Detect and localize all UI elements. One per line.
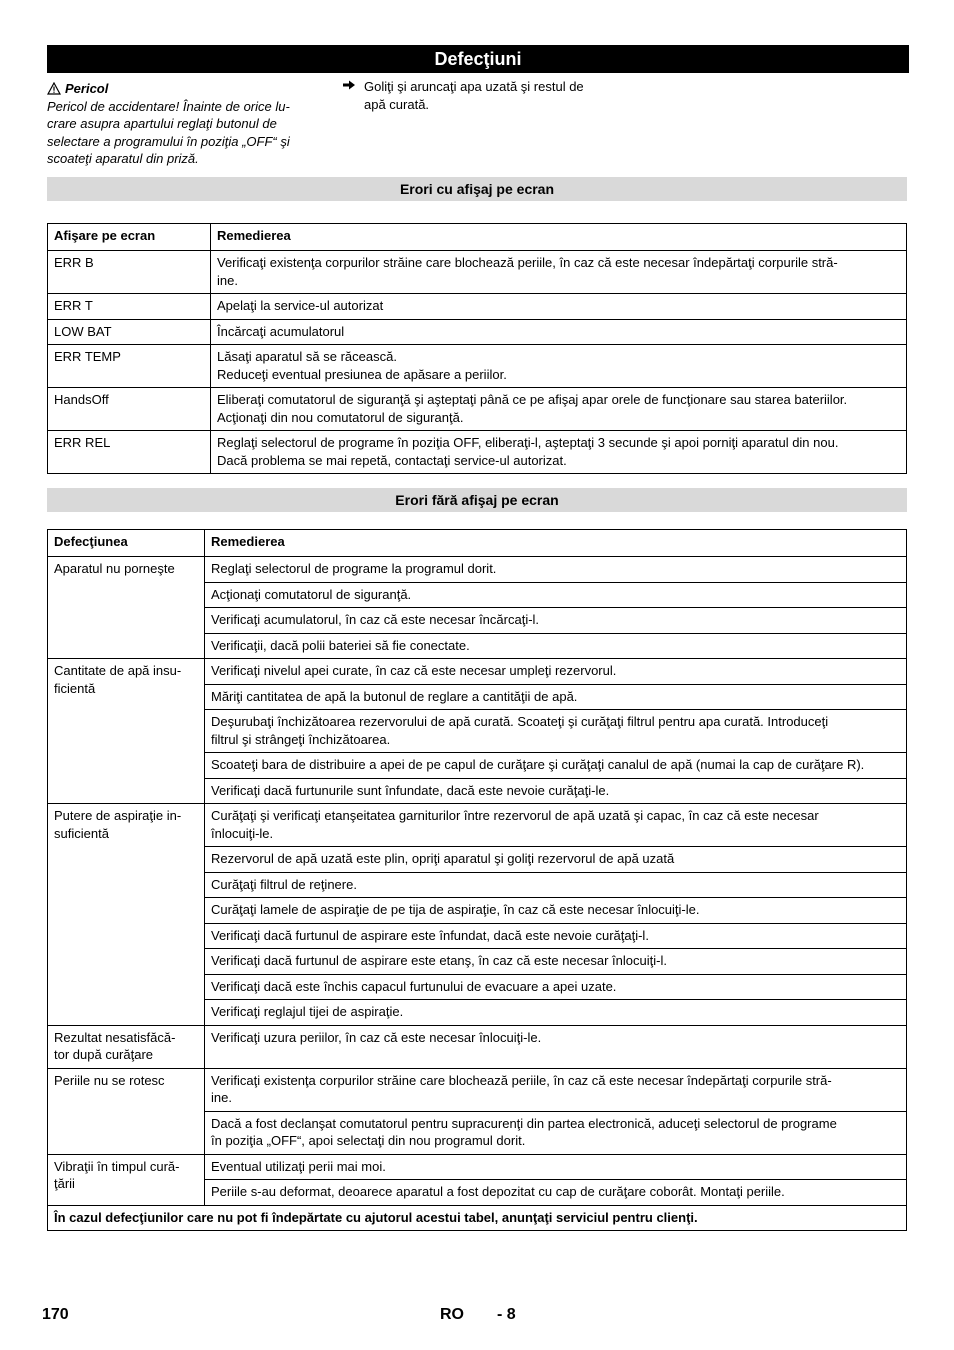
fault-line: tor după curăţare xyxy=(54,1047,154,1062)
remedy-cell xyxy=(211,345,907,388)
remedy-cell xyxy=(205,608,907,634)
remedy-cell xyxy=(205,923,907,949)
remedy-line: Măriţi cantitatea de apă la butonul de reglare a cantităţii de apă. xyxy=(211,688,578,704)
warning-title: Pericol xyxy=(65,81,109,96)
warning-triangle-icon xyxy=(47,82,61,95)
remedy-line: Curăţaţi şi verificaţi etanşeitatea garniturilor între rezervorul de apă uzată şi capac, în caz că este necesar xyxy=(211,808,819,823)
remedy-line: ine. xyxy=(211,1090,232,1105)
remedy-line: Încărcaţi acumulatorul xyxy=(217,323,345,339)
fault-line: Aparatul nu porneşte xyxy=(54,561,175,576)
remedy-line: Verificaţi acumulatorul, în caz că este necesar încărcaţi-l. xyxy=(211,612,540,627)
table-row xyxy=(48,1154,907,1180)
action-text-line: apă curată. xyxy=(364,96,430,112)
fault-line: ţării xyxy=(54,1176,75,1191)
table-row xyxy=(48,431,907,474)
remedy-cell xyxy=(205,778,907,804)
remedy-line: Acţionaţi comutatorul de siguranţă. xyxy=(211,586,412,602)
warning-heading xyxy=(47,80,327,98)
fault-cell xyxy=(48,1154,205,1205)
table-row xyxy=(48,345,907,388)
table-row xyxy=(48,1068,907,1111)
danger-warning xyxy=(47,80,327,168)
arrow-right-icon xyxy=(342,78,364,113)
remedy-cell xyxy=(205,949,907,975)
remedy-cell xyxy=(205,582,907,608)
language-code: RO xyxy=(440,1306,464,1323)
table-row xyxy=(48,557,907,583)
remedy-cell xyxy=(205,1180,907,1206)
remedy-line: Deşurubaţi închizătoarea rezervorului de apă curată. Scoateţi şi curăţaţi filtrul pentru apa curată. Introduceţi xyxy=(211,714,829,729)
table-row xyxy=(48,251,907,294)
remedy-line: Reglaţi selectorul de programe la programul dorit. xyxy=(211,561,497,576)
remedy-cell xyxy=(205,1000,907,1026)
remedy-cell xyxy=(205,633,907,659)
screen-errors-table xyxy=(47,223,907,474)
remedy-line: Verificaţi dacă este închis capacul furtunului de evacuare a apei uzate. xyxy=(211,978,617,994)
remedy-line: Lăsaţi aparatul să se răcească. xyxy=(217,349,397,364)
remedy-line: Verificaţi existenţa corpurilor străine care blochează periile, în caz că este necesar îndepărtaţi corpurile stră- xyxy=(217,255,838,270)
remedy-line: Verificaţi uzura periilor, în caz că este necesar înlocuiţi-le. xyxy=(211,1029,542,1045)
remedy-line: Dacă problema se mai repetă, contactaţi service-ul autorizat. xyxy=(217,452,567,468)
remedy-line: Reduceţi eventual presiunea de apăsare a periilor. xyxy=(217,366,507,382)
faults-table xyxy=(47,529,907,1231)
customer-service-note: În cazul defecţiunilor care nu pot fi îndepărtate cu ajutorul acestui tabel, anunţaţi serviciul pentru clienţi. xyxy=(48,1205,907,1231)
remedy-cell xyxy=(205,753,907,779)
remedy-cell xyxy=(211,319,907,345)
remedy-line: Verificaţi dacă furtunurile sunt înfundate, dacă este nevoie curăţaţi-le. xyxy=(211,782,610,798)
remedy-line: Verificaţi reglajul tijei de aspiraţie. xyxy=(211,1004,404,1019)
remedy-cell xyxy=(205,872,907,898)
remedy-cell xyxy=(205,1111,907,1154)
fault-cell xyxy=(48,557,205,659)
table-footnote-row xyxy=(48,1205,907,1231)
section-title-no-screen-errors: Erori fără afişaj pe ecran xyxy=(47,488,907,512)
remedy-line: Reglaţi selectorul de programe în poziţia OFF, eliberaţi-l, aşteptaţi 3 secunde şi apoi porniţi aparatul din nou. xyxy=(217,435,839,450)
remedy-cell xyxy=(205,847,907,873)
remedy-cell xyxy=(211,388,907,431)
column-header-remedy: Remedierea xyxy=(211,224,907,251)
remedy-cell xyxy=(211,294,907,320)
action-step xyxy=(342,78,632,113)
remedy-line: Rezervorul de apă uzată este plin, opriţi aparatul şi goliţi rezervorul de apă uzată xyxy=(211,851,675,866)
table-row xyxy=(48,388,907,431)
fault-line: Cantitate de apă insu- xyxy=(54,663,182,678)
column-header-remedy: Remedierea xyxy=(205,530,907,557)
table-row xyxy=(48,804,907,847)
sub-page-number: - 8 xyxy=(497,1306,516,1323)
fault-line: ficientă xyxy=(54,680,96,696)
action-text-line: Goliţi şi aruncaţi apa uzată şi restul de xyxy=(364,79,584,94)
remedy-cell xyxy=(205,974,907,1000)
remedy-line: Acţionaţi din nou comutatorul de siguranţă. xyxy=(217,409,464,425)
error-code-cell: ERR TEMP xyxy=(48,345,211,388)
remedy-cell xyxy=(205,557,907,583)
error-code-cell: HandsOff xyxy=(48,388,211,431)
fault-line: Rezultat nesatisfăcă- xyxy=(54,1029,176,1045)
fault-cell xyxy=(48,659,205,804)
remedy-line: înlocuiţi-le. xyxy=(211,825,274,841)
remedy-line: Verificaţi dacă furtunul de aspirare este înfundat, dacă este nevoie curăţaţi-l. xyxy=(211,927,649,943)
fault-line: Putere de aspiraţie in- xyxy=(54,808,182,823)
error-code-cell: ERR T xyxy=(48,294,211,320)
remedy-line: Scoateţi bara de distribuire a apei de pe capul de curăţare şi curăţaţi canalul de apă (numai la cap de curăţare R). xyxy=(211,757,865,772)
remedy-cell xyxy=(205,1025,907,1068)
fault-cell xyxy=(48,804,205,1026)
warning-text-line: crare asupra apartului reglaţi butonul de xyxy=(47,116,277,131)
fault-line: suficientă xyxy=(54,825,109,841)
remedy-line: filtrul şi strângeţi închizătoarea. xyxy=(211,731,391,747)
remedy-cell xyxy=(205,659,907,685)
remedy-line: Eliberaţi comutatorul de siguranţă şi aşteptaţi până ce pe afişaj apar orele de funcţionare sau starea bateriilor. xyxy=(217,392,848,407)
fault-cell xyxy=(48,1025,205,1068)
remedy-line: Eventual utilizaţi perii mai moi. xyxy=(211,1158,386,1174)
page-number: 170 xyxy=(42,1306,69,1323)
remedy-cell xyxy=(205,898,907,924)
action-text xyxy=(364,78,584,113)
page-title: Defecţiuni xyxy=(47,45,909,73)
section-title-screen-errors: Erori cu afişaj pe ecran xyxy=(47,177,907,201)
fault-line: Periile nu se rotesc xyxy=(54,1072,165,1088)
remedy-line: Apelaţi la service-ul autorizat xyxy=(217,298,384,313)
table-row xyxy=(48,319,907,345)
remedy-cell xyxy=(205,710,907,753)
table-header-row xyxy=(48,224,907,251)
remedy-cell xyxy=(211,431,907,474)
remedy-line: Verificaţi existenţa corpurilor străine care blochează periile, în caz că este necesar îndepărtaţi corpurile stră- xyxy=(211,1072,832,1088)
table-row xyxy=(48,294,907,320)
column-header-display: Afişare pe ecran xyxy=(48,224,211,251)
warning-text-line: scoateţi aparatul din priză. xyxy=(47,151,199,166)
table-header-row xyxy=(48,530,907,557)
error-code-cell: ERR REL xyxy=(48,431,211,474)
fault-cell xyxy=(48,1068,205,1154)
table-row xyxy=(48,1025,907,1068)
column-header-fault: Defecţiunea xyxy=(48,530,205,557)
remedy-line: Curăţaţi filtrul de reţinere. xyxy=(211,876,357,892)
remedy-cell xyxy=(205,804,907,847)
error-code-cell: LOW BAT xyxy=(48,319,211,345)
remedy-line: Verificaţi nivelul apei curate, în caz că este necesar umpleţi rezervorul. xyxy=(211,663,617,678)
remedy-cell xyxy=(205,684,907,710)
table-row xyxy=(48,659,907,685)
remedy-line: Verificaţi dacă furtunul de aspirare este etanş, în caz că este necesar înlocuiţi-l. xyxy=(211,953,667,968)
remedy-cell xyxy=(211,251,907,294)
warning-text xyxy=(47,98,327,168)
remedy-line: Dacă a fost declanşat comutatorul pentru supracurenţi din partea electronică, aduceţi selectorul de programe xyxy=(211,1115,837,1131)
warning-text-line: Pericol de accidentare! Înainte de orice lu- xyxy=(47,98,290,114)
remedy-line: ine. xyxy=(217,272,238,288)
remedy-line: în poziţia „OFF“, apoi selectaţi din nou programul dorit. xyxy=(211,1133,526,1148)
remedy-cell xyxy=(205,1068,907,1111)
remedy-line: Periile s-au deformat, deoarece aparatul a fost depozitat cu cap de curăţare coborât. Montaţi periile. xyxy=(211,1184,785,1199)
warning-text-line: selectare a programului în poziţia „OFF“ şi xyxy=(47,133,290,149)
error-code-cell: ERR B xyxy=(48,251,211,294)
fault-line: Vibraţii în timpul cură- xyxy=(54,1158,180,1174)
remedy-line: Verificaţii, dacă polii bateriei să fie conectate. xyxy=(211,637,470,653)
remedy-line: Curăţaţi lamele de aspiraţie de pe tija de aspiraţie, în caz că este necesar înlocuiţi-le. xyxy=(211,902,700,917)
remedy-cell xyxy=(205,1154,907,1180)
